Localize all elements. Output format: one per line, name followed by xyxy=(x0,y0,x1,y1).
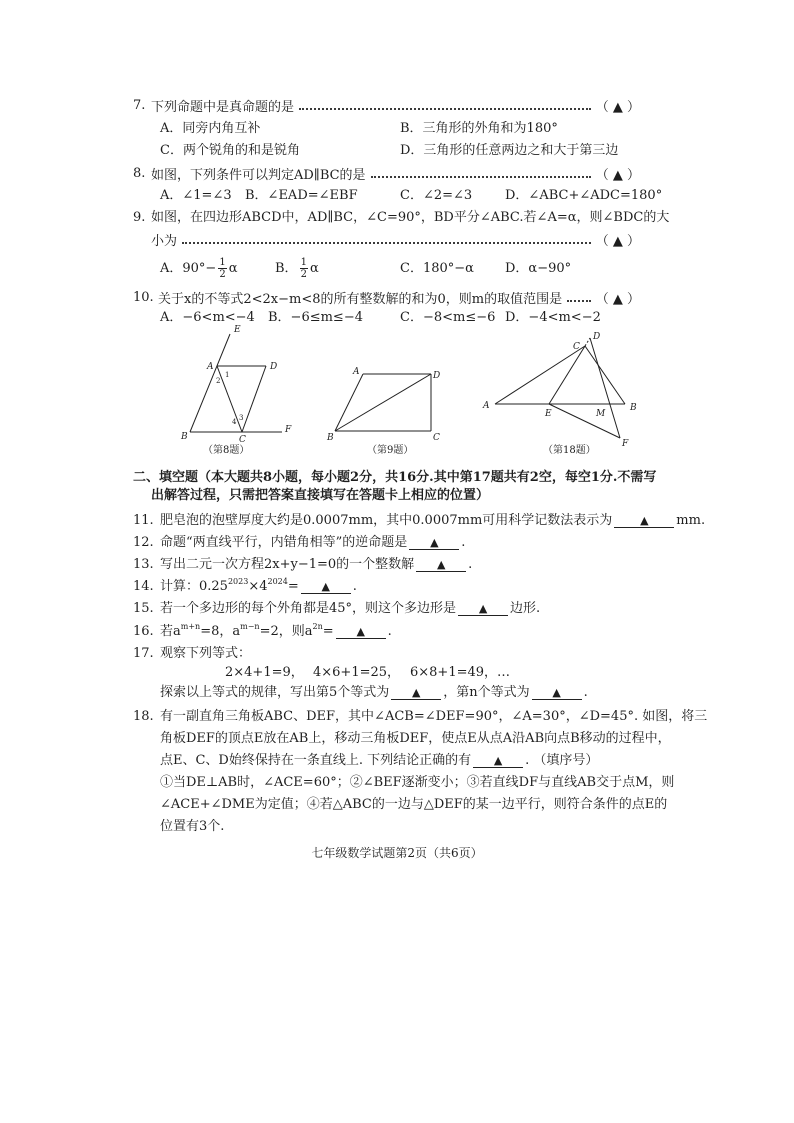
figure-8-diagram xyxy=(180,322,300,444)
angle-label-1: 1 xyxy=(225,371,230,379)
question-18-line-3 xyxy=(160,752,598,770)
question-13 xyxy=(133,556,472,574)
answer-blank: ▲ xyxy=(614,514,674,528)
question-18-line-6: 位置有3个. xyxy=(160,819,225,834)
question-16 xyxy=(133,623,392,641)
question-9-answer-paren: （ ▲ ） xyxy=(595,233,640,249)
dotted-leader xyxy=(567,300,591,302)
question-9-stem-continued: 小为 xyxy=(151,233,178,249)
question-10-option-b: B．−6≤m≤−4 xyxy=(268,310,363,325)
question-18-line-5: ∠ACE+∠DME为定值；④若△ABC的一边与△DEF的某一边平行，则符合条件的点E的 xyxy=(160,797,668,812)
answer-blank: ▲ xyxy=(301,580,351,594)
question-8-answer-paren: （ ▲ ） xyxy=(595,167,640,183)
question-8-stem-row xyxy=(133,164,640,182)
fraction xyxy=(218,257,226,280)
question-14-number: 14. xyxy=(133,579,154,594)
question-8-option-c: C．∠2=∠3 xyxy=(400,188,473,203)
question-7-option-a: A．同旁内角互补 xyxy=(160,121,261,136)
question-9-option-c: C．180°−α xyxy=(400,261,474,276)
question-17-text-end: . xyxy=(583,685,588,700)
question-18-text: 有一副直角三角板ABC、DEF，其中∠ACB=∠DEF=90°，∠A=30°，∠D=45°. 如图，将三 xyxy=(160,709,708,724)
question-13-text: 写出二元一次方程2x+y−1=0的一个整数解 xyxy=(160,557,415,572)
point-label-d: D xyxy=(433,371,441,381)
page-footer: 七年级数学试题第2页（共6页） xyxy=(311,846,483,860)
question-9-number: 9. xyxy=(133,210,146,225)
figure-8-caption: （第8题） xyxy=(203,445,250,456)
line-ac xyxy=(217,366,242,432)
question-10-stem: 关于x的不等式2<2x−m<8的所有整数解的和为0，则m的取值范围是 xyxy=(158,291,563,307)
question-7-option-d: D．三角形的任意两边之和大于第三边 xyxy=(400,143,619,158)
question-8-option-a: A．∠1=∠3 xyxy=(160,188,232,203)
answer-blank: ▲ xyxy=(416,558,466,572)
question-16-text: =2，则a xyxy=(259,624,313,639)
section-2-heading-line-1: 二、填空题（本大题共8小题，每小题2分，共16分.其中第17题共有2空，每空1分.不需写 xyxy=(133,470,657,485)
line-ec xyxy=(549,346,585,404)
answer-blank: ▲ xyxy=(336,625,386,639)
question-14-text: = xyxy=(287,579,299,594)
question-10-option-c: C．−8<m≤−6 xyxy=(400,310,496,325)
question-8-number: 8. xyxy=(133,165,146,181)
point-label-e: E xyxy=(545,409,552,419)
point-label-d: D xyxy=(593,332,601,342)
option-text: α xyxy=(309,261,319,276)
fraction-denominator: 2 xyxy=(300,269,307,280)
question-14-text: 计算：0.25 xyxy=(160,579,228,594)
answer-blank: ▲ xyxy=(458,602,508,616)
question-9-option-b xyxy=(275,257,319,281)
point-label-m: M xyxy=(596,409,606,419)
question-17-equation-2: 4×6+1=25， xyxy=(313,665,401,680)
point-label-b: B xyxy=(181,432,188,442)
question-9-option-d: D．α−90° xyxy=(505,261,572,276)
point-label-a: A xyxy=(483,401,490,411)
figure-18-diagram xyxy=(480,328,640,448)
question-7-stem: 下列命题中是真命题的是 xyxy=(151,99,295,115)
question-18-line-4: ①当DE⊥AB时，∠ACE=60°；②∠BEF逐渐变小；③若直线DF与直线AB交于点M，则 xyxy=(160,775,675,790)
point-label-b: B xyxy=(630,403,637,413)
point-label-a: A xyxy=(353,367,360,377)
question-12-text-end: . xyxy=(461,535,466,550)
question-17-number: 17. xyxy=(133,646,154,661)
question-8-option-b: B．∠EAD=∠EBF xyxy=(245,188,358,203)
question-18-line-2: 角板DEF的顶点E放在AB上，移动三角板DEF，使点E从点A沿AB向点B移动的过程中， xyxy=(160,731,671,746)
question-8-stem: 如图，下列条件可以判定AD∥BC的是 xyxy=(151,167,366,183)
question-9-stem: 如图，在四边形ABCD中，AD∥BC，∠C=90°，BD平分∠ABC.若∠A=α，则∠BDC的大 xyxy=(151,210,670,225)
line-ac xyxy=(495,346,585,404)
question-15-text: 若一个多边形的每个外角都是45°，则这个多边形是 xyxy=(160,601,457,616)
option-text: α xyxy=(228,261,238,276)
line-eb xyxy=(190,334,230,432)
line-dc xyxy=(242,366,266,432)
question-17-equation-1: 2×4+1=9， xyxy=(225,665,304,680)
question-18-line-1 xyxy=(133,708,707,726)
question-14-text-end: . xyxy=(352,579,357,594)
question-16-number: 16. xyxy=(133,624,154,639)
section-2-heading-line-2: 出解答过程，只需把答案直接填写在答题卡上相应的位置） xyxy=(151,488,490,503)
question-11-number: 11. xyxy=(133,513,154,528)
question-18-text: . （填序号） xyxy=(525,753,599,768)
question-9-stem-line-2 xyxy=(151,230,640,248)
option-label: A． xyxy=(160,261,183,276)
point-label-f: F xyxy=(622,439,629,448)
point-label-a: A xyxy=(207,362,214,372)
question-15-text-end: 边形. xyxy=(510,601,541,616)
question-9-option-a xyxy=(160,257,237,281)
exponent: 2n xyxy=(312,621,323,631)
question-17-text: 探索以上等式的规律，写出第5个等式为 xyxy=(160,685,390,700)
line-cd xyxy=(585,338,590,346)
question-12-number: 12. xyxy=(133,535,154,550)
question-7-stem-row xyxy=(133,96,640,114)
question-9-stem-line-1 xyxy=(133,209,669,227)
question-7-number: 7. xyxy=(133,97,146,113)
fraction-numerator: 1 xyxy=(300,257,307,268)
question-10-option-d: D．−4<m<−2 xyxy=(505,310,601,325)
dotted-leader xyxy=(299,108,591,110)
angle-label-4: 4 xyxy=(232,418,237,426)
question-18-text: 点E、C、D始终保持在一条直线上. 下列结论正确的有 xyxy=(160,753,472,768)
angle-label-3: 3 xyxy=(239,414,244,422)
question-8-option-d: D．∠ABC+∠ADC=180° xyxy=(505,188,663,203)
question-16-text: =8，a xyxy=(200,624,241,639)
dotted-leader xyxy=(182,242,591,244)
question-11 xyxy=(133,512,705,530)
figure-9-caption: （第9题） xyxy=(367,445,414,456)
question-16-text-end: . xyxy=(387,624,392,639)
answer-blank: ▲ xyxy=(409,536,459,550)
fraction-denominator: 2 xyxy=(219,269,226,280)
question-10-answer-paren: （ ▲ ） xyxy=(595,291,640,307)
line-cb xyxy=(585,346,625,404)
question-13-text-end: . xyxy=(468,557,473,572)
line-df xyxy=(590,338,620,438)
exponent: 2024 xyxy=(267,576,288,586)
option-text: 90°− xyxy=(182,261,217,276)
option-label: B． xyxy=(275,261,298,276)
question-7-answer-paren: （ ▲ ） xyxy=(595,99,640,115)
line-ef xyxy=(549,404,620,438)
answer-blank: ▲ xyxy=(473,754,523,768)
point-label-c: C xyxy=(573,342,580,352)
exponent: 2023 xyxy=(227,576,249,586)
question-10-option-a: A．−6<m<−4 xyxy=(160,310,255,325)
question-17-text: ，第n个等式为 xyxy=(443,685,530,700)
question-17-prompt xyxy=(160,684,588,702)
question-12 xyxy=(133,534,465,552)
question-16-text: = xyxy=(322,624,334,639)
point-label-e: E xyxy=(234,325,241,335)
question-17 xyxy=(133,645,251,663)
question-11-text-end: mm. xyxy=(676,513,706,528)
exponent: m−n xyxy=(240,621,260,631)
question-14-text: ×4 xyxy=(248,579,268,594)
question-7-option-c: C．两个锐角的和是锐角 xyxy=(160,143,300,158)
question-11-text: 肥皂泡的泡壁厚度大约是0.0007mm，其中0.0007mm可用科学记数法表示为 xyxy=(160,513,613,528)
answer-blank: ▲ xyxy=(391,686,441,700)
question-15 xyxy=(133,600,540,618)
point-label-f: F xyxy=(285,425,292,435)
question-15-number: 15. xyxy=(133,601,154,616)
question-17-text: 观察下列等式： xyxy=(160,646,252,661)
question-18-number: 18. xyxy=(133,709,154,724)
question-10-number: 10. xyxy=(133,289,154,305)
exponent: m+n xyxy=(180,621,201,631)
question-7-option-b: B．三角形的外角和为180° xyxy=(400,121,558,136)
dotted-leader xyxy=(371,176,591,178)
angle-label-2: 2 xyxy=(216,377,221,385)
fraction xyxy=(300,257,308,280)
question-12-text: 命题“两直线平行，内错角相等”的逆命题是 xyxy=(160,535,408,550)
answer-blank: ▲ xyxy=(532,686,582,700)
question-17-equation-3: 6×8+1=49，… xyxy=(410,665,511,680)
question-10-stem-row xyxy=(133,288,640,306)
point-label-c: C xyxy=(433,433,440,443)
question-13-number: 13. xyxy=(133,557,154,572)
figure-18-caption: （第18题） xyxy=(543,445,596,456)
fraction-numerator: 1 xyxy=(219,257,226,268)
point-label-d: D xyxy=(270,362,278,372)
question-16-text: 若a xyxy=(160,624,181,639)
point-label-b: B xyxy=(327,433,334,443)
question-14 xyxy=(133,578,357,596)
figure-9-diagram xyxy=(325,360,450,444)
point-label-c: C xyxy=(239,435,246,444)
